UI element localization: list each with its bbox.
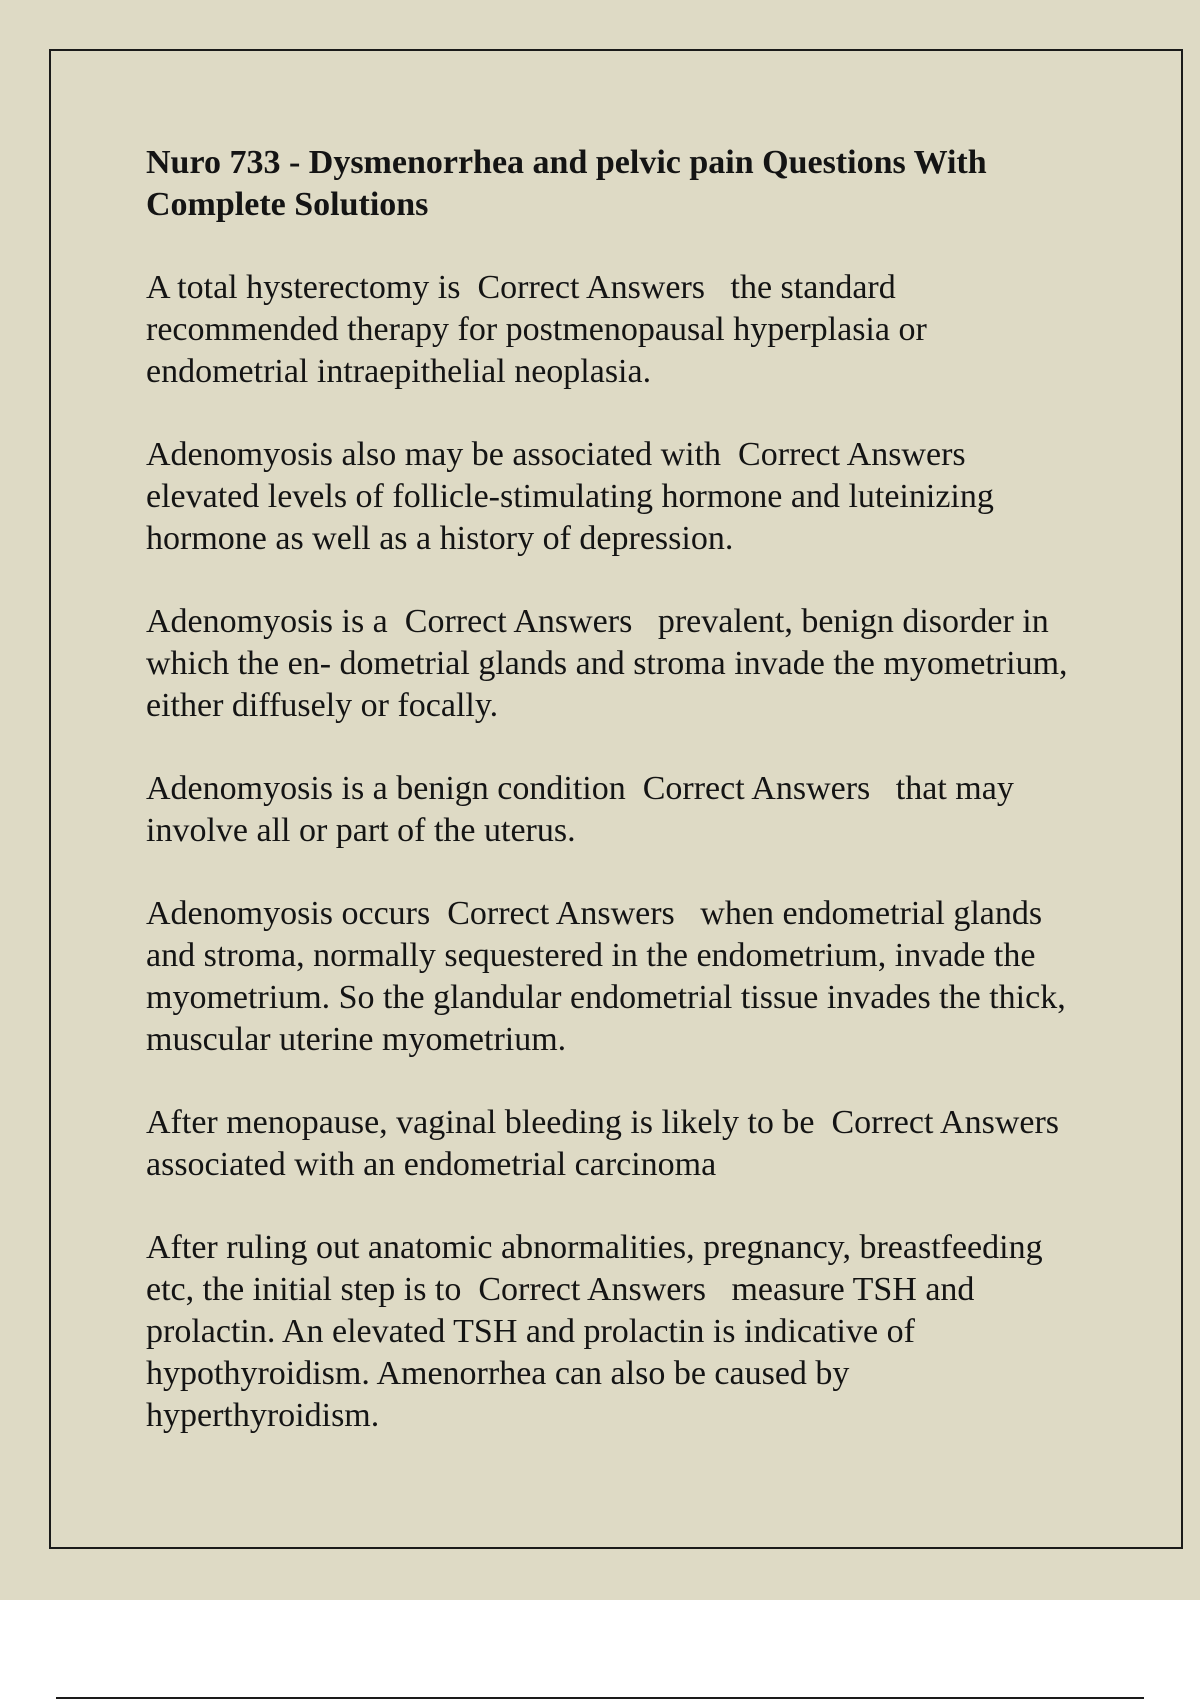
document-body [146, 142, 1086, 1478]
qa-entry: Adenomyosis is a benign condition Correct Answers that may involve all or part of the uterus. [146, 770, 1023, 849]
qa-entry: After ruling out anatomic abnormalities, pregnancy, breastfeeding etc, the initial step is to Correct Answers measure TSH and prolactin. An elevated TSH and prolactin is indicative of hypothyroidism. Amenorrhea can also be caused by hyperthyroidism. [146, 1229, 1052, 1434]
qa-entry: Adenomyosis is a Correct Answers prevalent, benign disorder in which the en- dometrial glands and stroma invade the myometrium, either diffusely or focally. [146, 603, 1077, 724]
qa-entry: After menopause, vaginal bleeding is likely to be Correct Answers associated with an endometrial carcinoma [146, 1104, 1085, 1183]
qa-entry: Adenomyosis also may be associated with Correct Answers elevated levels of follicle-stimulating hormone and luteinizing hormone as well as a history of depression. [146, 436, 1003, 557]
document-title: Nuro 733 - Dysmenorrhea and pelvic pain Questions With Complete Solutions [146, 144, 987, 223]
qa-entry: A total hysterectomy is Correct Answers the standard recommended therapy for postmenopausal hyperplasia or endometrial intraepithelial neoplasia. [146, 269, 936, 390]
qa-entry: Adenomyosis occurs Correct Answers when endometrial glands and stroma, normally sequestered in the endometrium, invade the myometrium. So the glandular endometrial tissue invades the thick, muscular uterine myometrium. [146, 895, 1075, 1058]
footer-divider [56, 1697, 1144, 1699]
